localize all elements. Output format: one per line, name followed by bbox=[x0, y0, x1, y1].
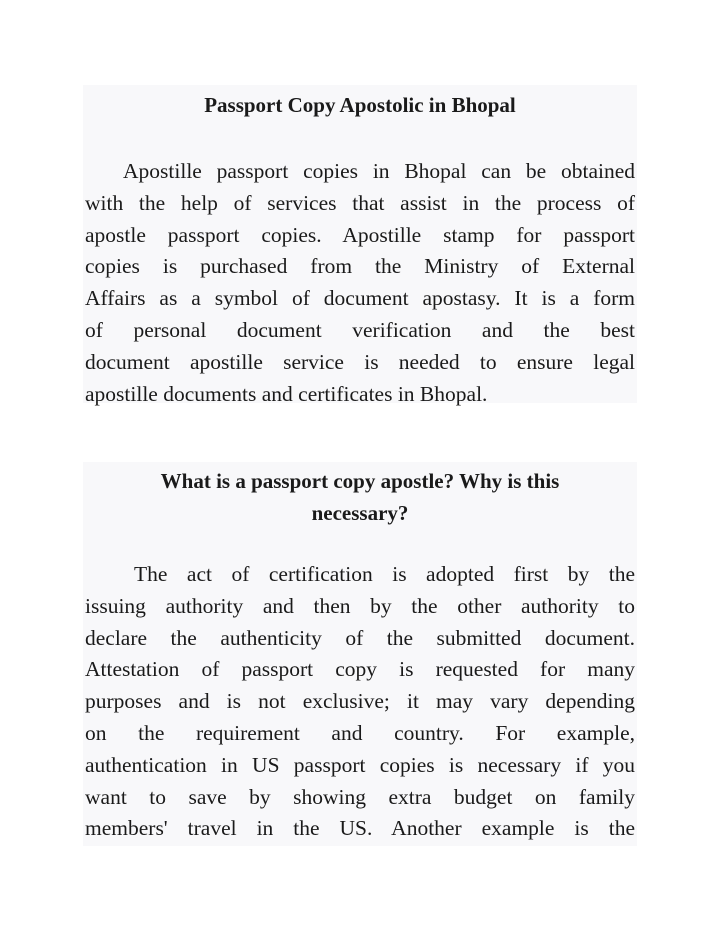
section-heading: Passport Copy Apostolic in Bhopal bbox=[204, 93, 516, 117]
paragraph-line: Apostille passport copies in Bhopal can be obtained bbox=[123, 159, 635, 183]
paragraph-line: on the requirement and country. For example, bbox=[85, 720, 635, 745]
paragraph-line: members' travel in the US. Another example is the bbox=[85, 816, 635, 841]
paragraph-line: want to save by showing extra budget on family bbox=[85, 784, 635, 809]
section-what-is-passport-copy-apostle bbox=[83, 462, 637, 846]
paragraph-line: document apostille service is needed to ensure legal bbox=[85, 349, 635, 374]
paragraph-line: apostle passport copies. Apostille stamp for passport bbox=[85, 222, 635, 247]
paragraph-line: purposes and is not exclusive; it may vary depending bbox=[85, 689, 635, 714]
section-paragraph bbox=[83, 156, 637, 410]
section-paragraph bbox=[83, 559, 637, 845]
paragraph-line: The act of certification is adopted first by the bbox=[134, 562, 635, 586]
heading-line: What is a passport copy apostle? Why is this bbox=[160, 469, 560, 493]
paragraph-line: Affairs as a symbol of document apostasy. It is a form bbox=[85, 286, 635, 311]
section-passport-copy-apostolic bbox=[83, 85, 637, 406]
paragraph-line: of personal document verification and the best bbox=[85, 317, 635, 342]
paragraph-line: Attestation of passport copy is requested for many bbox=[85, 657, 635, 682]
section-heading bbox=[83, 465, 637, 529]
paragraph-line: issuing authority and then by the other authority to bbox=[85, 593, 635, 618]
paragraph-line: declare the authenticity of the submitted document. bbox=[85, 625, 635, 650]
paragraph-line: copies is purchased from the Ministry of External bbox=[85, 254, 635, 279]
heading-line: necessary? bbox=[311, 501, 409, 525]
paragraph-line: apostille documents and certificates in Bhopal. bbox=[85, 381, 488, 406]
paragraph-line: authentication in US passport copies is necessary if you bbox=[85, 752, 635, 777]
paragraph-line: with the help of services that assist in the process of bbox=[85, 190, 635, 215]
